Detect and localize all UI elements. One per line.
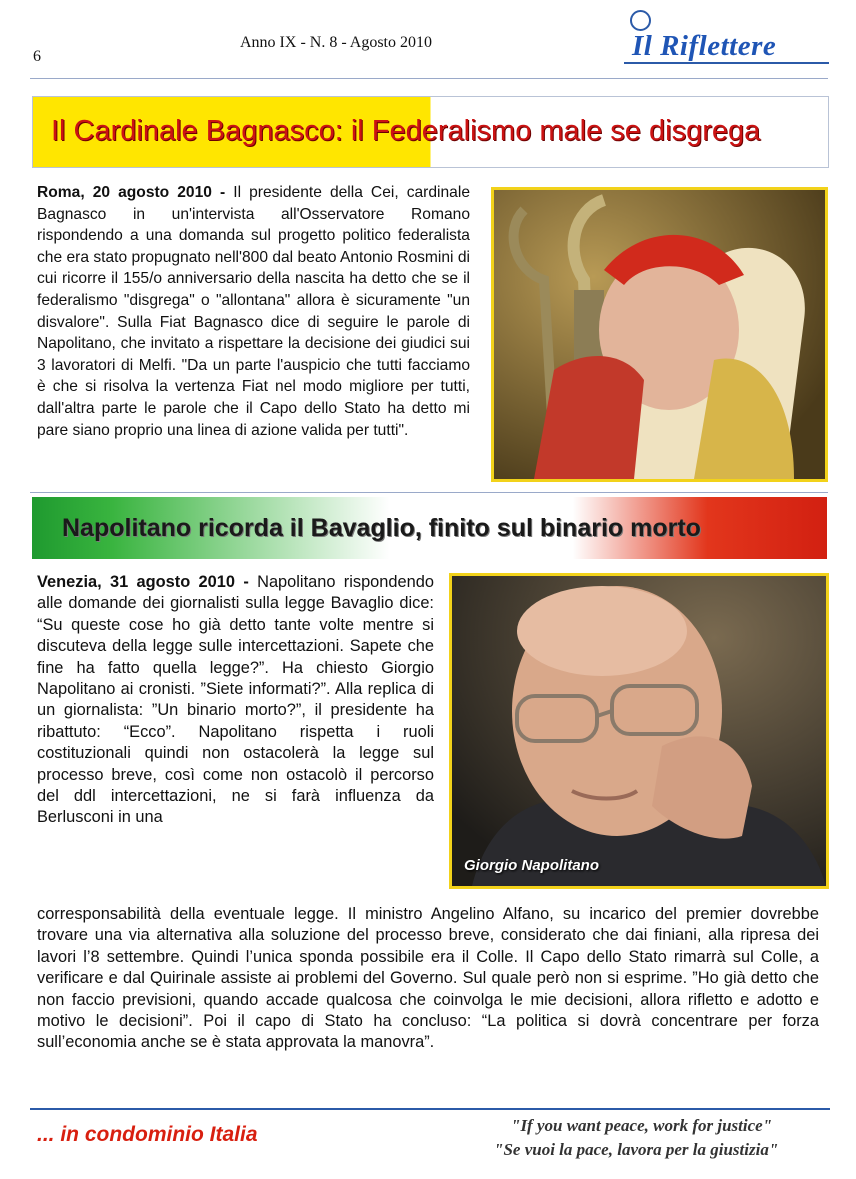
article2-dateline: Venezia, 31 agosto 2010 - — [37, 573, 249, 591]
napolitano-photo-illustration — [452, 576, 826, 886]
article2-title: Napolitano ricorda il Bavaglio, finito sul binario morto — [62, 514, 701, 542]
footer-divider — [30, 1108, 830, 1110]
napolitano-photo — [449, 573, 829, 889]
issue-info: Anno IX - N. 8 - Agosto 2010 — [240, 34, 432, 51]
article2-body-column — [37, 572, 434, 829]
photo-caption: Giorgio Napolitano — [464, 857, 599, 874]
article-divider — [30, 492, 828, 493]
logo — [610, 8, 825, 70]
page-number: 6 — [33, 48, 41, 65]
article1-text: Il presidente della Cei, cardinale Bagnasco in un'intervista all'Osservatore Romano rispondendo a una domanda sul progetto politico federalista che era stato propugnato nell'800 dal beato Antonio Rosmini di cui ricorre il 155/o anniversario della nascita ha detto che se il federalismo "disgrega" o "allontana" allora è sicuramente "un disvalore". Sulla Fiat Bagnasco dice di seguire le parole di Napolitano, che invitato a rispettare la decisione dei giudici sui 3 lavoratori di Melfi. "Da un parte l'auspicio che tutti facciamo è che si risolva la vertenza Fiat nel modo migliore per tutti, dall'altra parte le parole che il Capo dello Stato ha detto mi pare siano proprio una linea di azione valida per tutti". — [37, 184, 470, 439]
article1-dateline: Roma, 20 agosto 2010 - — [37, 184, 226, 201]
article2-text-part1: Napolitano rispondendo alle domande dei giornalisti sulla legge Bavaglio dice: “Su queste cose ho già detto tante volte mentre si discuteva della legge sulle intercettazioni. Sapete che fine ha fatto quella legge?”. Ha chiesto Giorgio Napolitano ai cronisti. ”Siete informati?”. Alla replica di un giornalista: ”Un binario morto?”, il presidente ha ribattuto: “Ecco”. Napolitano rispetta i ruoli costituzionali quindi non ostacolerà la legge sul processo breve, così come non ostacolò il percorso del ddl intercettazioni, ne si farà influenza da Berlusconi in una — [37, 573, 434, 827]
cardinal-photo — [491, 187, 828, 482]
article1-title: Il Cardinale Bagnasco: il Federalismo male se disgrega — [51, 115, 761, 147]
header-underline — [624, 62, 829, 64]
logo-circle-icon — [630, 10, 651, 31]
footer-quote-english: "If you want peace, work for justice" — [511, 1116, 773, 1135]
logo-text: Il Riflettere — [632, 30, 777, 62]
header-divider — [30, 78, 828, 79]
article1-body — [37, 182, 470, 441]
article2-title-banner — [32, 497, 827, 559]
article1-title-banner — [32, 96, 829, 168]
footer-tagline: ... in condominio Italia — [37, 1123, 258, 1146]
cardinal-photo-illustration — [494, 190, 825, 479]
article2-body-full: corresponsabilità della eventuale legge. Il ministro Angelino Alfano, su incarico del premier dovrebbe trovare una via alternativa alla soluzione del processo breve, considerato che dai finiani, alla ripresa dei lavori l’8 settembre. Quindi l’unica sponda possibile era il Colle. Il Capo dello Stato rimarrà sul Colle, a verificare e dal Quirinale assiste ai problemi del Governo. Sul quale però non si esprime. ”Ho già detto che non faccio previsioni, quando accade qualcosa che coinvolga le mie decisioni, allora rifletto e adotto e motivo le decisioni”. Poi il capo di Stato ha concluso: “La politica si dovrà concentrare per forza sull’economia anche se è stata approvata la manovra”. — [37, 905, 819, 1052]
footer-quote-italian: "Se vuoi la pace, lavora per la giustizia" — [494, 1140, 779, 1159]
